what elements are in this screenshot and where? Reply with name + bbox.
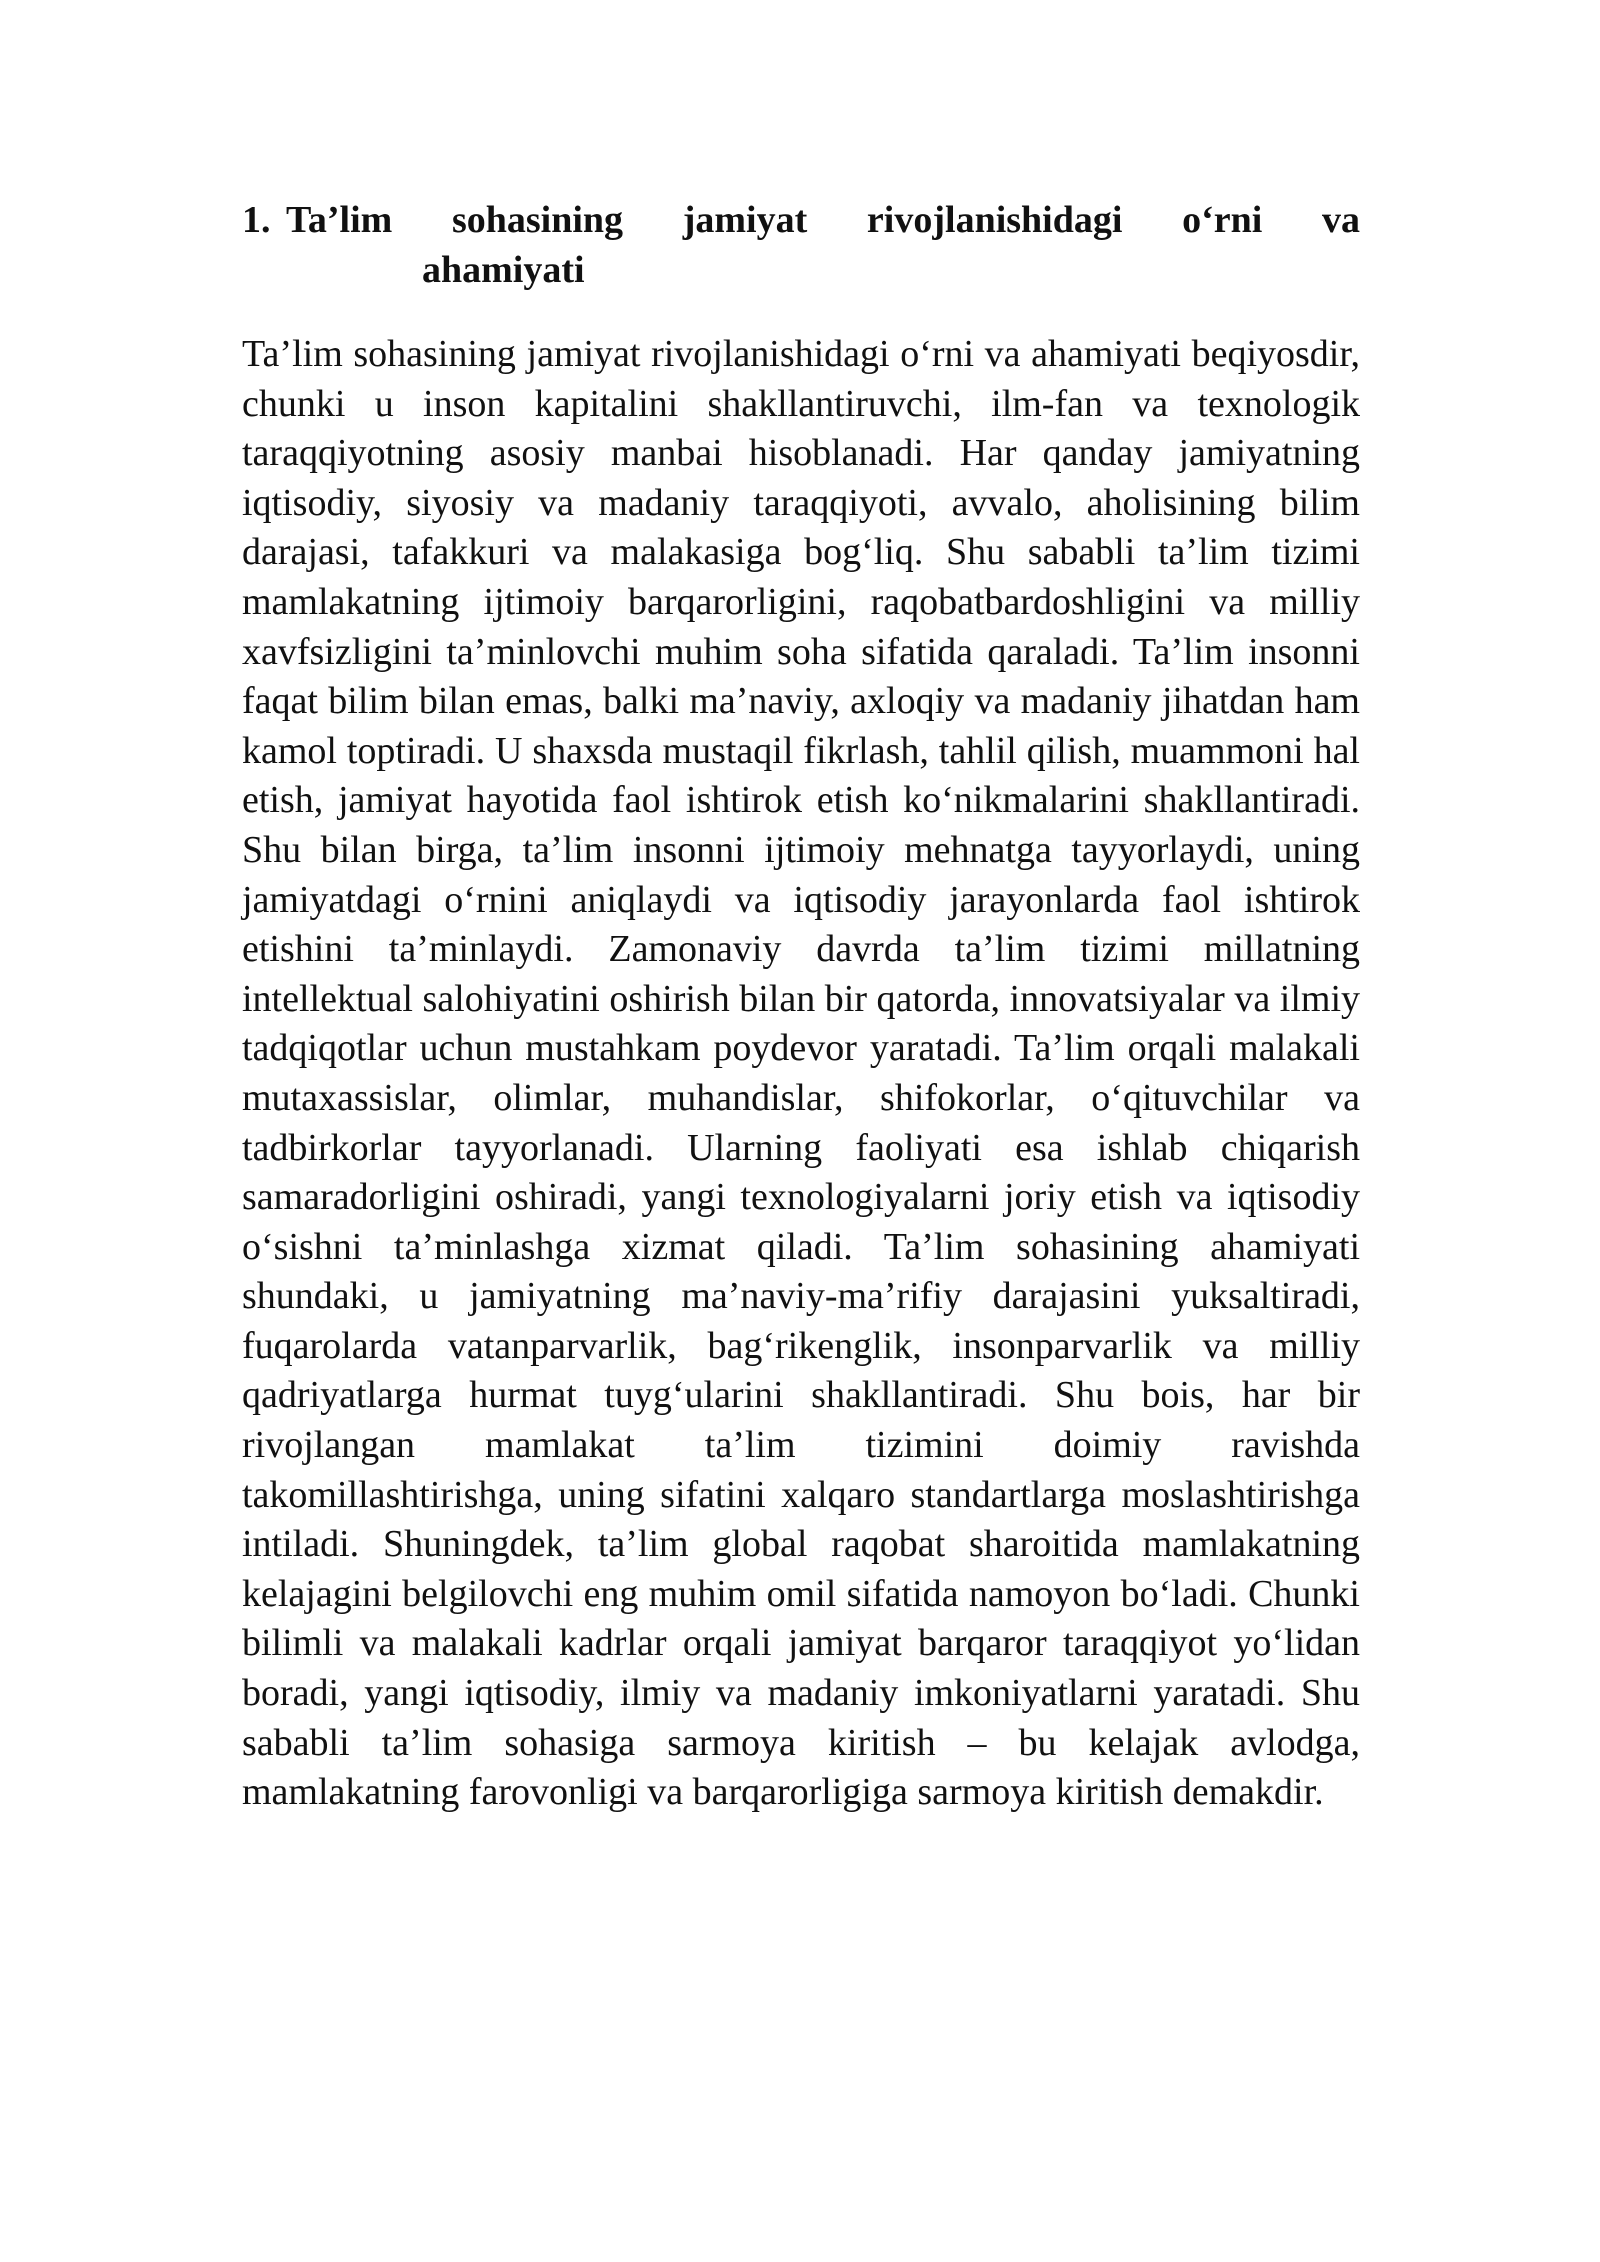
section-heading — [242, 195, 1360, 295]
heading-first-line — [242, 195, 1360, 245]
heading-title-line2: ahamiyati — [422, 249, 585, 291]
heading-number: 1. — [242, 199, 271, 241]
body-paragraph: Ta’lim sohasining jamiyat rivojlanishidagi o‘rni va ahamiyati beqiyosdir, chunki u inson kapitalini shakllantiruvchi, ilm-fan va texnologik taraqqiyotning asosiy manbai hisoblanadi. Har qanday jamiyatning iqtisodiy, siyosiy va madaniy taraqqiyoti, avvalo, aholisining bilim darajasi, tafakkuri va malakasiga bog‘liq. Shu sababli ta’lim tizimi mamlakatning ijtimoiy barqarorligini, raqobatbardoshligini va milliy xavfsizligini ta’minlovchi muhim soha sifatida qaraladi. Ta’lim insonni faqat bilim bilan emas, balki ma’naviy, axloqiy va madaniy jihatdan ham kamol toptiradi. U shaxsda mustaqil fikrlash, tahlil qilish, muammoni hal etish, jamiyat hayotida faol ishtirok etish ko‘nikmalarini shakllantiradi. Shu bilan birga, ta’lim insonni ijtimoiy mehnatga tayyorlaydi, uning jamiyatdagi o‘rnini aniqlaydi va iqtisodiy jarayonlarda faol ishtirok etishini ta’minlaydi. Zamonaviy davrda ta’lim tizimi millatning intellektual salohiyatini oshirish bilan bir qatorda, innovatsiyalar va ilmiy tadqiqotlar uchun mustahkam poydevor yaratadi. Ta’lim orqali malakali mutaxassislar, olimlar, muhandislar, shifokorlar, o‘qituvchilar va tadbirkorlar tayyorlanadi. Ularning faoliyati esa ishlab chiqarish samaradorligini oshiradi, yangi texnologiyalarni joriy etish va iqtisodiy o‘sishni ta’minlashga xizmat qiladi. Ta’lim sohasining ahamiyati shundaki, u jamiyatning ma’naviy-ma’rifiy darajasini yuksaltiradi, fuqarolarda vatanparvarlik, bag‘rikenglik, insonparvarlik va milliy qadriyatlarga hurmat tuyg‘ularini shakllantiradi. Shu bois, har bir rivojlangan mamlakat ta’lim tizimini doimiy ravishda takomillashtirishga, uning sifatini xalqaro standartlarga moslashtirishga intiladi. Shuningdek, ta’lim global raqobat sharoitida mamlakatning kelajagini belgilovchi eng muhim omil sifatida namoyon bo‘ladi. Chunki bilimli va malakali kadrlar orqali jamiyat barqaror taraqqiyot yo‘lidan boradi, yangi iqtisodiy, ilmiy va madaniy imkoniyatlarni yaratadi. Shu sababli ta’lim sohasiga sarmoya kiritish – bu kelajak avlodga, mamlakatning farovonligi va barqarorligiga sarmoya kiritish demakdir. — [242, 333, 1360, 1814]
heading-title-line1: Ta’lim sohasining jamiyat rivojlanishidagi o‘rni va — [286, 199, 1360, 241]
